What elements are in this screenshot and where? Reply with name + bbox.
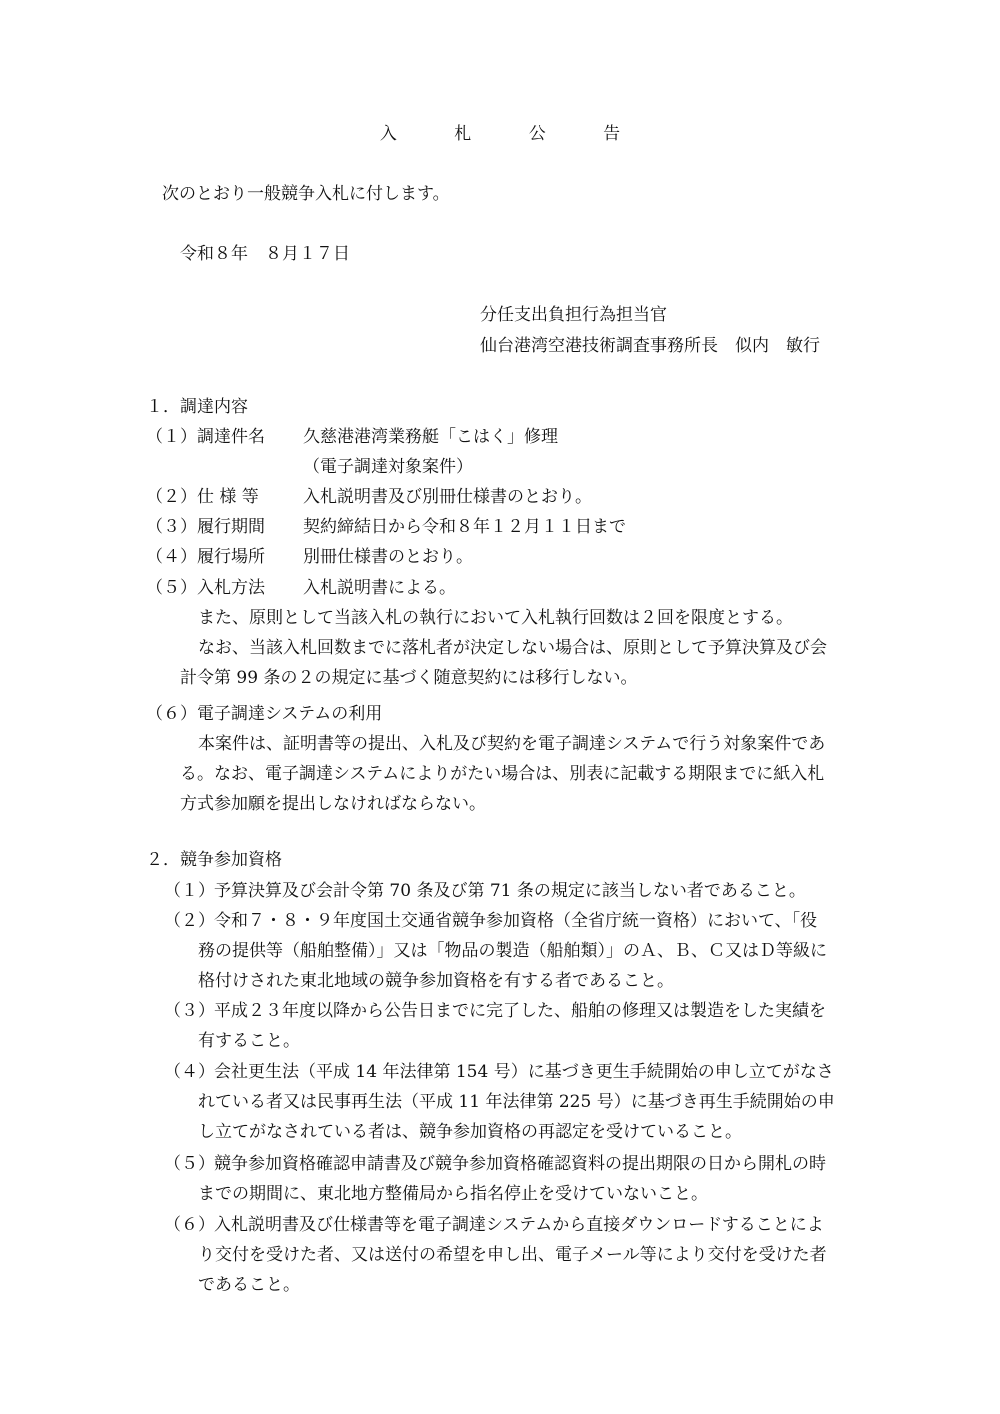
s2-item2-line2: 務の提供等（船舶整備）」又は「物品の製造（船舶類）」のＡ、Ｂ、Ｃ又はＤ等級に <box>198 941 827 961</box>
section1-heading: １．調達内容 <box>146 397 248 417</box>
s2-item4-num: （４） <box>164 1062 215 1082</box>
s2-item5-num: （５） <box>164 1154 215 1174</box>
s1-item1-label: （１）調達件名 <box>146 427 265 447</box>
s2-item6-num: （６） <box>164 1215 215 1235</box>
s2-item4-line3: し立てがなされている者は、競争参加資格の再認定を受けていること。 <box>198 1122 742 1142</box>
section2-heading: ２．競争参加資格 <box>146 850 282 870</box>
s2-item4-line1: 会社更生法（平成 14 年法律第 154 号）に基づき更生手続開始の申し立てがなさ <box>214 1062 834 1082</box>
s1-item5-para2-line1: なお、当該入札回数までに落札者が決定しない場合は、原則として予算決算及び会 <box>198 638 827 658</box>
s1-item4-label: （４）履行場所 <box>146 547 265 567</box>
s1-item1-value: 久慈港港湾業務艇「こはく」修理 <box>303 427 558 447</box>
s2-item5-line1: 競争参加資格確認申請書及び競争参加資格確認資料の提出期限の日から開札の時 <box>214 1154 826 1174</box>
s2-item6-line1: 入札説明書及び仕様書等を電子調達システムから直接ダウンロードすることによ <box>214 1215 824 1235</box>
s1-item4-value: 別冊仕様書のとおり。 <box>303 547 473 567</box>
s1-item6-line1: 本案件は、証明書等の提出、入札及び契約を電子調達システムで行う対象案件であ <box>198 734 826 754</box>
s1-item5-para2-line2: 計令第 99 条の２の規定に基づく随意契約には移行しない。 <box>180 668 638 688</box>
intro-text: 次のとおり一般競争入札に付します。 <box>162 184 450 204</box>
s2-item1-line1: 予算決算及び会計令第 70 条及び第 71 条の規定に該当しない者であること。 <box>214 881 806 901</box>
s1-item5-label: （５）入札方法 <box>146 578 265 598</box>
s1-item1-note: （電子調達対象案件） <box>303 457 473 477</box>
notice-date: 令和８年 ８月１７日 <box>180 244 350 264</box>
s1-item6-line3: 方式参加願を提出しなければならない。 <box>180 794 486 814</box>
s1-item3-label: （３）履行期間 <box>146 517 265 537</box>
s2-item2-line3: 格付けされた東北地域の競争参加資格を有する者であること。 <box>198 971 674 991</box>
s1-item6-line2: る。なお、電子調達システムによりがたい場合は、別表に記載する期限までに紙入札 <box>180 764 825 784</box>
s1-item3-value: 契約締結日から令和８年１２月１１日まで <box>303 517 626 537</box>
s1-item2-value: 入札説明書及び別冊仕様書のとおり。 <box>303 487 592 507</box>
s1-item6-heading: （６）電子調達システムの利用 <box>146 704 383 724</box>
s2-item3-line2: 有すること。 <box>198 1031 300 1051</box>
s2-item6-line2: り交付を受けた者、又は送付の希望を申し出、電子メール等により交付を受けた者 <box>198 1245 827 1265</box>
s1-item2-label: （２）仕 様 等 <box>146 487 259 507</box>
s2-item1-num: （１） <box>164 881 215 901</box>
notice-title: 入 札 公 告 <box>379 124 647 144</box>
s2-item2-line1: 令和７・８・９年度国土交通省競争参加資格（全省庁統一資格）において、「役 <box>214 911 818 931</box>
s2-item6-line3: であること。 <box>198 1275 300 1295</box>
issuer-title: 分任支出負担行為担当官 <box>480 305 667 325</box>
issuer-office-name: 仙台港湾空港技術調査事務所長 似内 敏行 <box>480 336 820 356</box>
s2-item2-num: （２） <box>164 911 215 931</box>
s1-item5-value: 入札説明書による。 <box>303 578 456 598</box>
s1-item5-para1: また、原則として当該入札の執行において入札執行回数は２回を限度とする。 <box>198 608 793 628</box>
s2-item3-line1: 平成２３年度以降から公告日までに完了した、船舶の修理又は製造をした実績を <box>214 1001 826 1021</box>
s2-item4-line2: れている者又は民事再生法（平成 11 年法律第 225 号）に基づき再生手続開始の申 <box>198 1092 835 1112</box>
s2-item5-line2: までの期間に、東北地方整備局から指名停止を受けていないこと。 <box>198 1184 708 1204</box>
s2-item3-num: （３） <box>164 1001 215 1021</box>
